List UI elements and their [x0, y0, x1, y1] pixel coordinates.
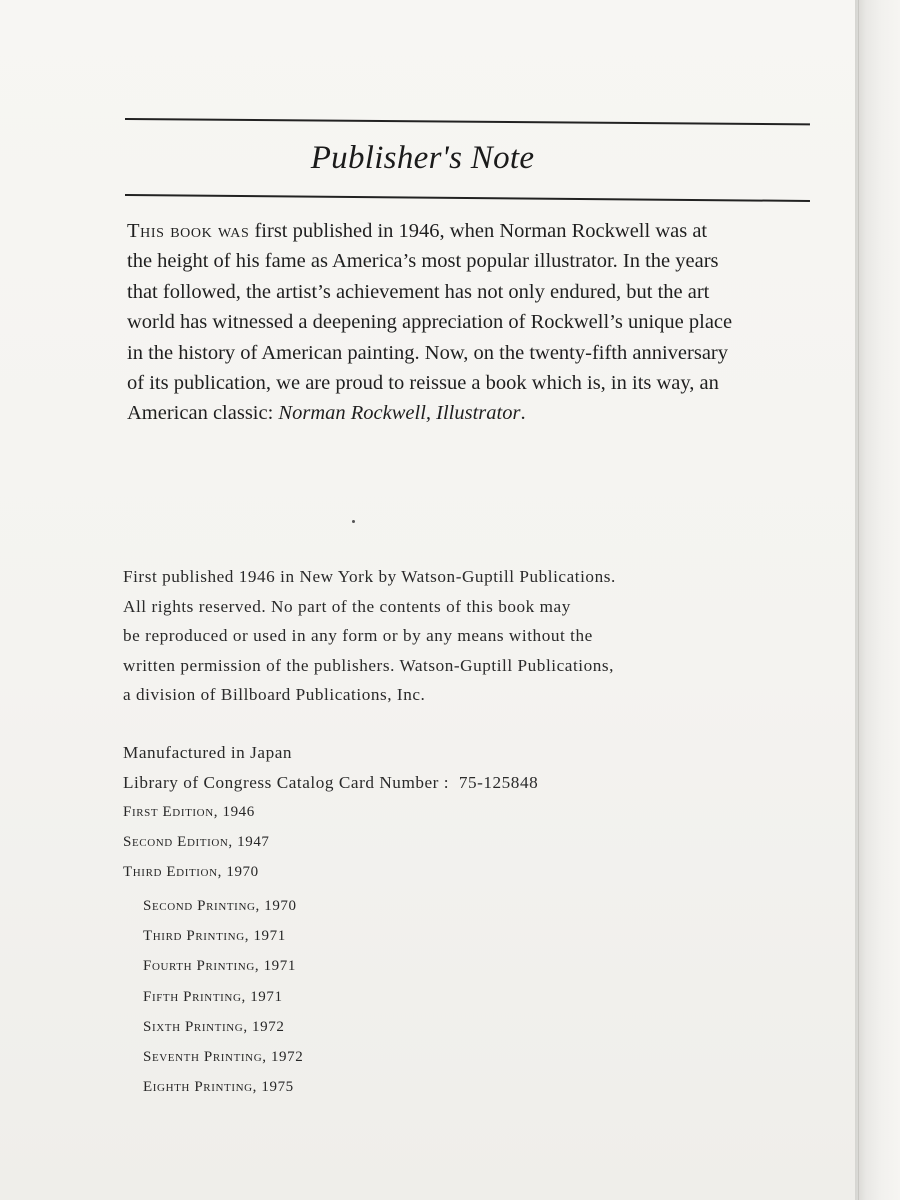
note-line: in the history of American painting. Now, on the twenty-fifth anniversary: [127, 341, 728, 364]
printing-entry: Fifth Printing, 1971: [143, 988, 283, 1005]
printing-entry: Sixth Printing, 1972: [143, 1018, 285, 1035]
note-line: the height of his fame as America’s most popular illustrator. In the years: [127, 250, 719, 273]
note-line-text: American classic:: [127, 402, 279, 425]
printing-entry: Seventh Printing, 1972: [143, 1049, 304, 1066]
copyright-line: a division of Billboard Publications, Inc.: [123, 685, 426, 704]
copyright-line: be reproduced or used in any form or by any means without the: [123, 626, 593, 645]
edition-entry: First Edition, 1946: [123, 804, 255, 820]
copyright-line: written permission of the publishers. Watson-Guptill Publications,: [123, 655, 614, 675]
note-line: that followed, the artist’s achievement has not only endured, but the art: [127, 280, 710, 303]
edition-entry: Second Edition, 1947: [123, 834, 270, 851]
catalog-card-number: Library of Congress Catalog Card Number : 75-125848: [123, 772, 539, 792]
note-line: of its publication, we are proud to reissue a book which is, in its way, an: [127, 372, 719, 395]
publishers-note-body: [127, 216, 847, 429]
paper-speck: [352, 520, 355, 523]
copyright-line: First published 1946 in New York by Watson-Guptill Publications.: [123, 567, 616, 586]
note-line: [127, 216, 847, 246]
printing-entry: Fourth Printing, 1971: [143, 958, 296, 975]
page-gutter-line: [858, 0, 859, 1200]
page-edge-shadow: [855, 0, 900, 1200]
printing-entry: Second Printing, 1970: [143, 898, 297, 914]
manufacture-block: [123, 738, 763, 888]
note-lead-in: This book was: [127, 220, 250, 242]
note-line-text: .: [520, 402, 526, 425]
book-title-italic: Norman Rockwell, Illustrator: [278, 402, 521, 425]
note-line: world has witnessed a deepening appreciation of Rockwell’s unique place: [127, 311, 733, 334]
printing-entry: Third Printing, 1971: [143, 928, 286, 945]
copyright-line: All rights reserved. No part of the contents of this book may: [123, 596, 571, 616]
page-title: Publisher's Note: [310, 140, 535, 176]
manufactured-in: Manufactured in Japan: [123, 743, 293, 762]
printing-history: [143, 891, 543, 1102]
note-line-text: first published in 1946, when Norman Rockwell was at: [249, 220, 708, 242]
edition-entry: Third Edition, 1970: [123, 864, 259, 881]
copyright-block: [123, 562, 763, 710]
printing-entry: Eighth Printing, 1975: [143, 1079, 294, 1096]
note-line: [127, 398, 847, 428]
